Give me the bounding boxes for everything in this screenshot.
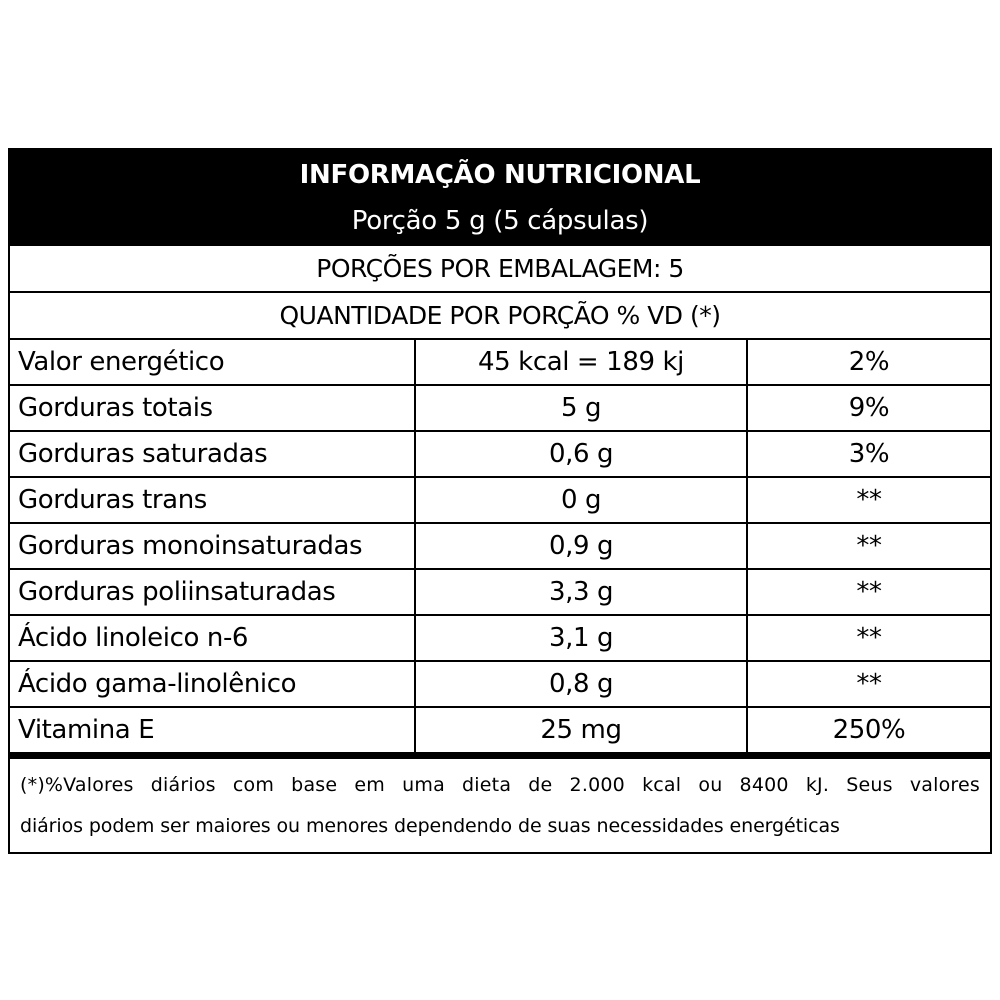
table-row <box>10 662 990 706</box>
nutrient-daily-value: 9% <box>748 386 990 430</box>
quantity-per-serving-text: QUANTIDADE POR PORÇÃO % VD (*) <box>279 301 721 330</box>
nutrient-daily-value: 3% <box>748 432 990 476</box>
table-row <box>10 386 990 430</box>
nutrient-amount: 0,6 g <box>416 432 746 476</box>
nutrient-daily-value: ** <box>748 570 990 614</box>
nutrient-daily-value: ** <box>748 616 990 660</box>
nutrition-facts-table <box>8 148 992 854</box>
serving-size: Porção 5 g (5 cápsulas) <box>351 206 649 236</box>
table-row <box>10 708 990 752</box>
table-row <box>10 478 990 522</box>
footnote-line-1: (*)%Valores diários com base em uma dieta de 2.000 kcal ou 8400 kJ. Seus valores <box>20 774 980 796</box>
nutrient-name: Gorduras saturadas <box>10 432 414 476</box>
table-title: INFORMAÇÃO NUTRICIONAL <box>299 160 701 190</box>
nutrient-name: Ácido gama-linolênico <box>10 662 414 706</box>
daily-values-footnote <box>10 759 990 852</box>
nutrient-daily-value: ** <box>748 478 990 522</box>
nutrient-name: Gorduras poliinsaturadas <box>10 570 414 614</box>
nutrient-name: Vitamina E <box>10 708 414 752</box>
nutrient-daily-value: ** <box>748 662 990 706</box>
nutrient-amount: 3,3 g <box>416 570 746 614</box>
portions-per-package <box>10 246 990 291</box>
nutrient-name: Gorduras totais <box>10 386 414 430</box>
table-row <box>10 616 990 660</box>
nutrient-amount: 25 mg <box>416 708 746 752</box>
footnote-line-2: diários podem ser maiores ou menores dependendo de suas necessidades energéticas <box>20 815 840 837</box>
nutrient-name: Ácido linoleico n-6 <box>10 616 414 660</box>
table-header <box>8 148 992 244</box>
quantity-per-serving-header <box>10 293 990 338</box>
nutrient-daily-value: ** <box>748 524 990 568</box>
portions-per-package-text: PORÇÕES POR EMBALAGEM: 5 <box>316 254 684 283</box>
nutrient-daily-value: 250% <box>748 708 990 752</box>
table-row <box>10 432 990 476</box>
nutrient-amount: 45 kcal = 189 kj <box>416 340 746 384</box>
table-row <box>10 340 990 384</box>
nutrient-amount: 0,9 g <box>416 524 746 568</box>
table-row <box>10 524 990 568</box>
nutrient-daily-value: 2% <box>748 340 990 384</box>
nutrient-name: Gorduras trans <box>10 478 414 522</box>
nutrient-amount: 3,1 g <box>416 616 746 660</box>
nutrient-amount: 5 g <box>416 386 746 430</box>
nutrient-name: Valor energético <box>10 340 414 384</box>
nutrient-amount: 0 g <box>416 478 746 522</box>
nutrient-amount: 0,8 g <box>416 662 746 706</box>
table-row <box>10 570 990 614</box>
nutrient-name: Gorduras monoinsaturadas <box>10 524 414 568</box>
